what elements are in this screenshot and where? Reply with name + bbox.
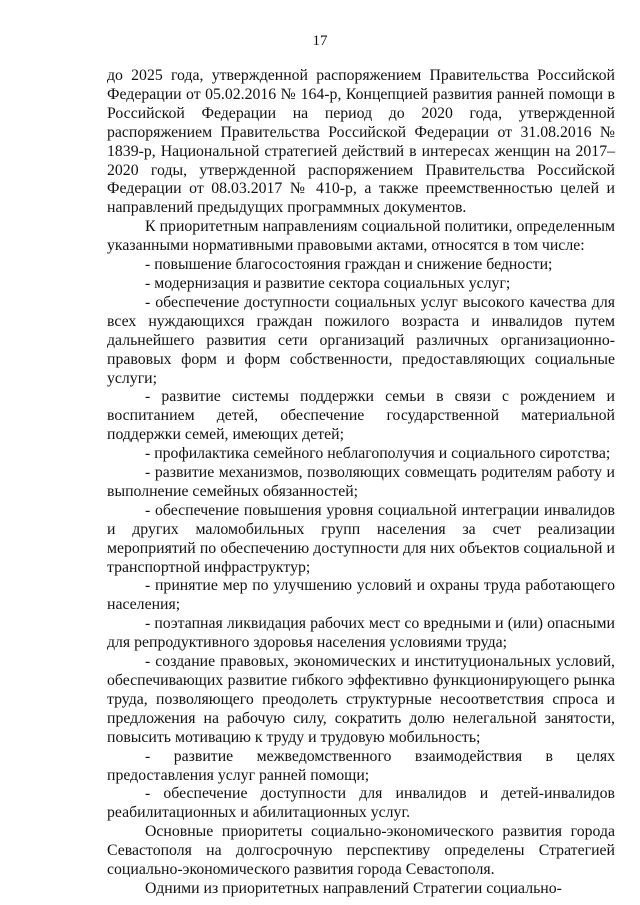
list-item: - создание правовых, экономических и институциональных условий, обеспечивающих развитие гибкого эффективно функционирующего рынка труда, позволяющего преодолеть структурные несоответствия спроса и предложения на рабочую силу, сократить долю нелегальной занятости, повысить мотивацию к труду и трудовую мобильность; bbox=[107, 653, 615, 746]
list-item: - профилактика семейного неблагополучия и социального сиротства; bbox=[145, 445, 611, 463]
list-item: - обеспечение доступности социальных услуг высокого качества для всех нуждающихся граждан пожилого возраста и инвалидов путем дальнейшего развития сети организаций различных организационно-правовых форм и форм собственности, предоставляющих социальные услуги; bbox=[107, 293, 615, 387]
list-item: - обеспечение повышения уровня социальной интеграции инвалидов и других маломобильных групп населения за счет реализации мероприятий по обеспечению доступности для них объектов социальной и транспортной инфраструктур; bbox=[107, 501, 615, 576]
list-item: - обеспечение доступности для инвалидов и детей-инвалидов реабилитационных и абилитационных услуг. bbox=[107, 785, 615, 822]
list-item: - развитие системы поддержки семьи в связи с рождением и воспитанием детей, обеспечение государственной материальной поддержки семей, имеющих детей; bbox=[107, 388, 615, 444]
list-item: - модернизация и развитие сектора социальных услуг; bbox=[145, 274, 511, 292]
list-item: - повышение благосостояния граждан и снижение бедности; bbox=[145, 256, 553, 274]
paragraph-main-priorities: Основные приоритеты социально-экономического развития города Севастополя на долгосрочную перспективу определены Стратегией социально-экономического развития города Севастополя. bbox=[107, 823, 615, 879]
paragraph-priorities-intro: К приоритетным направлениям социальной политики, определенным указанными нормативными правовыми актами, относятся в том числе: bbox=[107, 218, 615, 255]
body-text bbox=[107, 67, 615, 899]
list-item: - развитие механизмов, позволяющих совмещать родителям работу и выполнение семейных обязанностей; bbox=[107, 464, 615, 500]
list-item: - принятие мер по улучшению условий и охраны труда работающего населения; bbox=[107, 577, 615, 614]
paragraph-continuation: до 2025 года, утвержденной распоряжением Правительства Российской Федерации от 05.02.2016 № 164-р, Концепцией развития ранней помощи в Российской Федерации на период до 2020 года, утвержденной распоряжением Правительства Российской Федерации от 31.08.2016 № 1839-р, Национальной стратегией действий в интересах женщин на 2017–2020 годы, утвержденной распоряжением Правительства Российской Федерации от 08.03.2017 № 410-р, а также преемственностью целей и направлений предыдущих программных документов. bbox=[107, 67, 615, 217]
page-number: 17 bbox=[312, 33, 328, 49]
list-item: - развитие межведомственного взаимодействия в целях предоставления услуг ранней помощи; bbox=[107, 747, 615, 784]
paragraph-strategy-directions: Одними из приоритетных направлений Стратегии социально- bbox=[145, 879, 562, 897]
list-item: - поэтапная ликвидация рабочих мест со вредными и (или) опасными для репродуктивного здоровья населения условиями труда; bbox=[107, 615, 615, 652]
